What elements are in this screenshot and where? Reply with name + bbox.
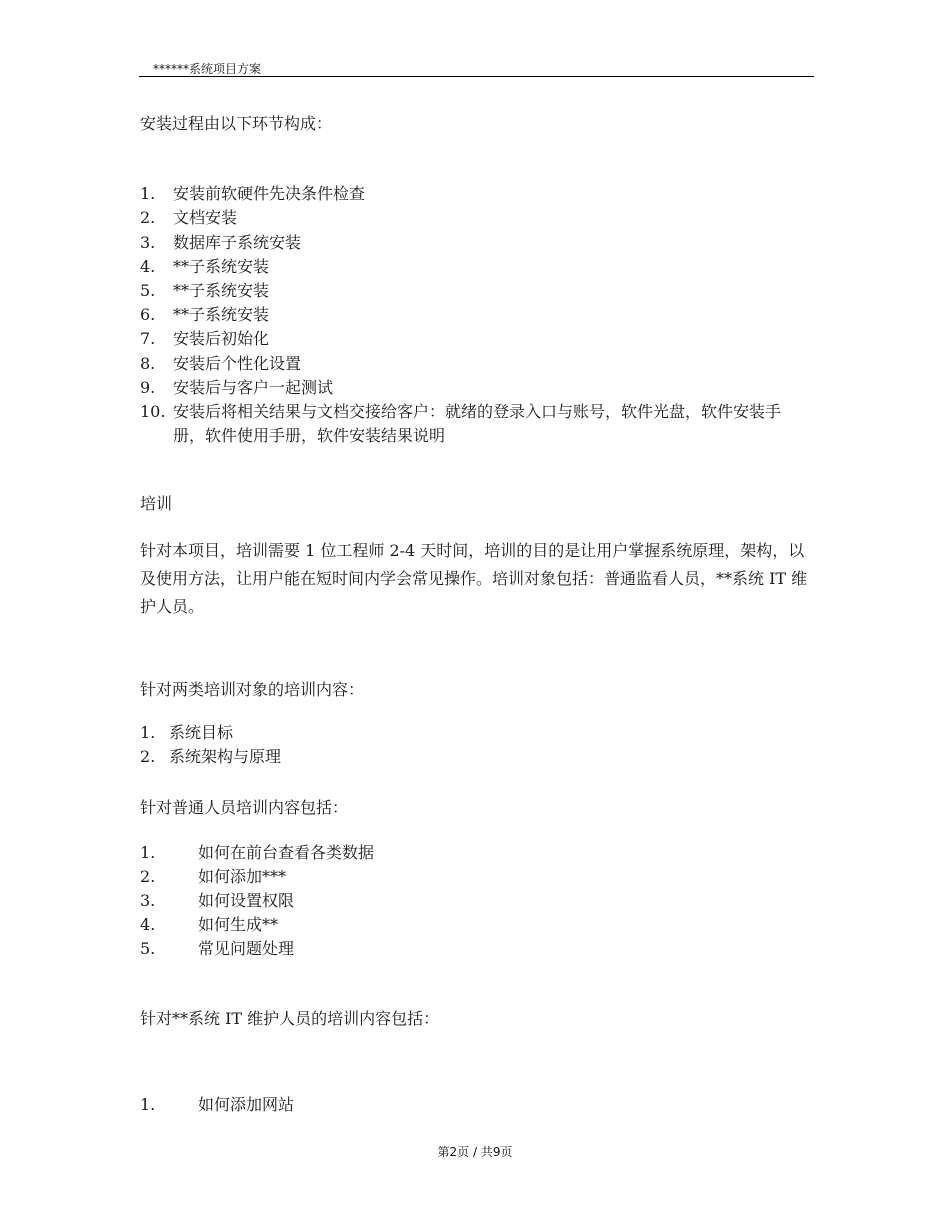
list-text: 如何添加网站 [198,1095,295,1114]
training-heading: 培训 [140,494,173,513]
list-number: 4. [140,257,156,276]
list-text: 常见问题处理 [198,939,295,958]
list-item [140,182,365,206]
list-text: 如何在前台查看各类数据 [198,843,375,862]
list-number: 4. [140,915,156,934]
general-training-intro: 针对普通人员培训内容包括： [140,798,349,817]
list-text: 文档安装 [173,208,238,227]
list-number: 2. [140,208,156,227]
list-item [140,352,301,376]
common-training-intro: 针对两类培训对象的培训内容： [140,680,365,699]
list-text: 如何设置权限 [198,891,295,910]
list-item [140,400,812,448]
list-number: 7. [140,329,156,348]
list-item [140,206,237,230]
list-number: 9. [140,378,156,397]
list-item [140,913,278,937]
list-number: 6. [140,305,156,324]
list-number: 1. [140,723,156,742]
list-item [140,279,269,303]
list-number: 3. [140,891,156,910]
list-text: 如何生成** [198,915,279,934]
list-item [140,1093,294,1117]
list-text: 系统目标 [169,723,234,742]
list-number: 2. [140,867,156,886]
training-description: 针对本项目，培训需要 1 位工程师 2-4 天时间，培训的目的是让用户掌握系统原理，架构，以及使用方法，让用户能在短时间内学会常见操作。培训对象包括：普通监看人员，**系统 IT 维护人员。 [140,541,808,616]
page-header [139,58,814,77]
header-title: ******系统项目方案 [153,62,262,76]
list-item [140,937,294,961]
list-text: 安装后与客户一起测试 [173,378,334,397]
list-number: 1. [140,184,156,203]
list-number: 1. [140,843,156,862]
install-intro: 安装过程由以下环节构成： [140,114,333,133]
list-number: 1. [140,1095,156,1114]
list-item [140,721,233,745]
list-text: **子系统安装 [173,281,270,300]
list-number: 3. [140,233,156,252]
it-training-intro: 针对**系统 IT 维护人员的培训内容包括： [140,1009,440,1028]
list-item [140,376,333,400]
list-text: 安装后将相关结果与文档交接给客户：就绪的登录入口与账号，软件光盘，软件安装手册，软件使用手册，软件安装结果说明 [173,402,782,445]
list-text: 如何添加*** [198,867,287,886]
list-text: **子系统安装 [173,257,270,276]
list-text: 系统架构与原理 [169,747,282,766]
list-number: 5. [140,281,156,300]
list-item [140,889,294,913]
list-text: 安装后个性化设置 [173,354,302,373]
list-text: **子系统安装 [173,305,270,324]
list-text: 安装前软硬件先决条件检查 [173,184,366,203]
list-number: 2. [140,747,156,766]
list-item [140,303,269,327]
list-number: 5. [140,939,156,958]
list-item [140,745,281,769]
list-item [140,231,301,255]
list-item [140,255,269,279]
page-number-footer: 第2页 / 共9页 [437,1145,513,1159]
list-item [140,865,286,889]
list-item [140,841,374,865]
list-item [140,327,269,351]
list-number: 10. [140,402,166,421]
list-number: 8. [140,354,156,373]
list-text: 数据库子系统安装 [173,233,302,252]
list-text: 安装后初始化 [173,329,270,348]
